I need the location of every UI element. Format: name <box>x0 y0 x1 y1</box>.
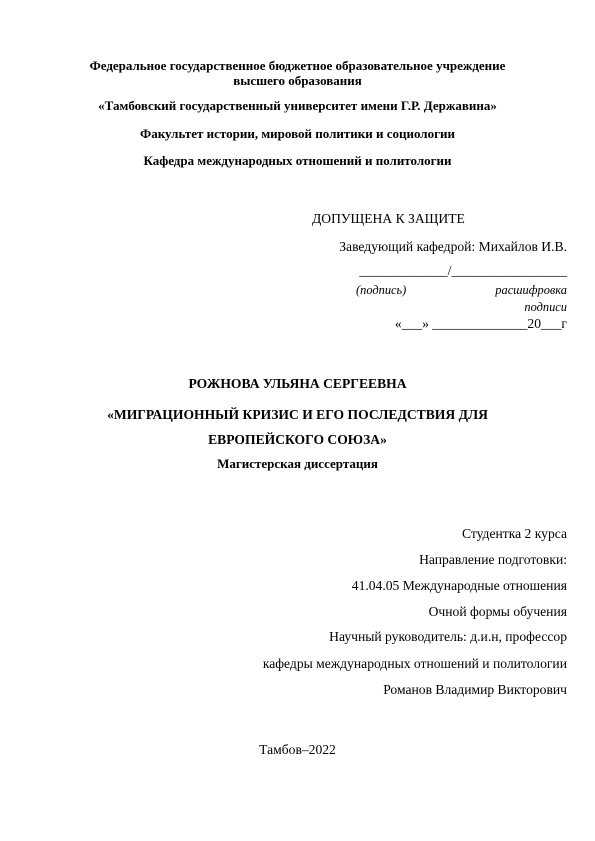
approval-decoding-caption-2: подписи <box>524 300 567 314</box>
author-name: РОЖНОВА УЛЬЯНА СЕРГЕЕВНА <box>188 376 407 391</box>
supervisor-title: Научный руководитель: д.и.н, профессор <box>329 629 567 644</box>
header-faculty: Факультет истории, мировой политики и социологии <box>140 126 455 141</box>
thesis-title-line-2: ЕВРОПЕЙСКОГО СОЮЗА» <box>208 432 387 447</box>
student-course: Студентка 2 курса <box>461 526 567 541</box>
approval-signature-line: _____________/_________________ <box>359 263 567 278</box>
thesis-type: Магистерская диссертация <box>217 456 378 471</box>
approval-decoding-caption: расшифровка <box>495 283 567 297</box>
approval-date-line: «___» ______________20___г <box>394 316 567 331</box>
header-department: Кафедра международных отношений и политологии <box>143 153 452 168</box>
header-university: «Тамбовский государственный университет имени Г.Р. Державина» <box>98 98 497 113</box>
city-year: Тамбов–2022 <box>259 742 336 757</box>
header-education-level: высшего образования <box>233 73 362 88</box>
approval-title: ДОПУЩЕНА К ЗАЩИТЕ <box>312 211 465 226</box>
approval-signature-caption: (подпись) <box>356 283 407 297</box>
supervisor-department: кафедры международных отношений и политологии <box>262 656 567 671</box>
student-direction: 41.04.05 Международные отношения <box>351 578 567 593</box>
student-study-form: Очной формы обучения <box>428 604 567 619</box>
supervisor-name: Романов Владимир Викторович <box>383 682 567 697</box>
approval-head: Заведующий кафедрой: Михайлов И.В. <box>339 239 567 254</box>
thesis-title-line-1: «МИГРАЦИОННЫЙ КРИЗИС И ЕГО ПОСЛЕДСТВИЯ ДЛЯ <box>107 407 488 422</box>
student-direction-label: Направление подготовки: <box>419 552 567 567</box>
header-institution-line: Федеральное государственное бюджетное образовательное учреждение <box>89 58 506 73</box>
